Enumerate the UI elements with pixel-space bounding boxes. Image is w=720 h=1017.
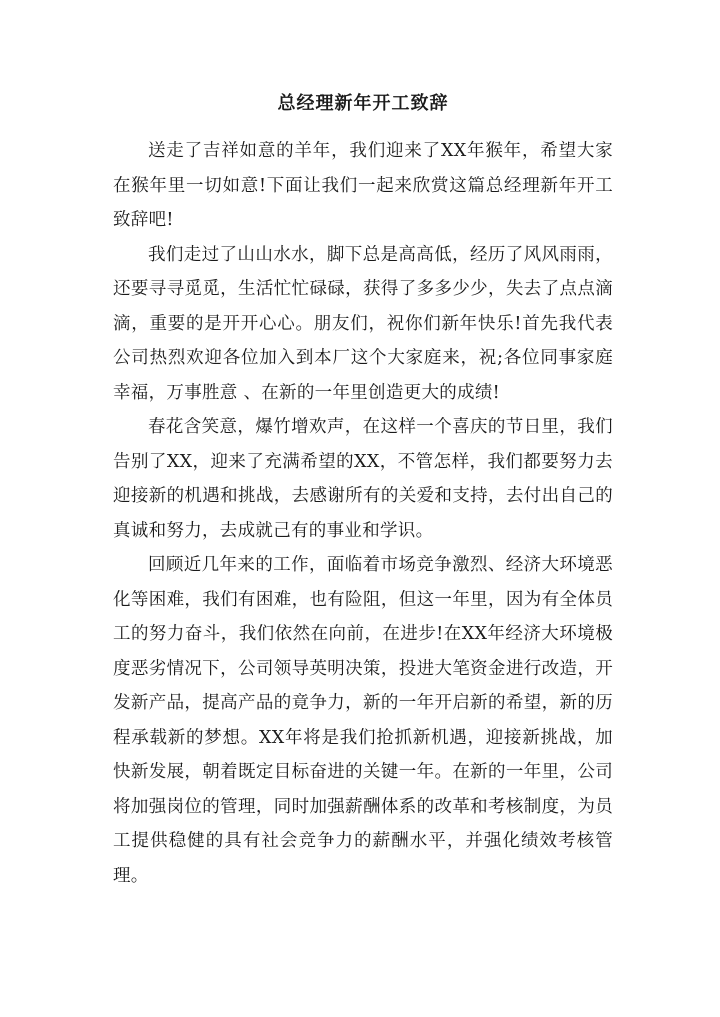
paragraph-intro: 送走了吉祥如意的羊年，我们迎来了XX年猴年，希望大家在猴年里一切如意!下面让我们一起来欣赏这篇总经理新年开工致辞吧! xyxy=(113,141,613,230)
document-title: 总经理新年开工致辞 xyxy=(277,93,449,114)
document-page xyxy=(113,92,613,893)
paragraph-festival: 春花含笑意，爆竹增欢声，在这样一个喜庆的节日里，我们告别了XX，迎来了充满希望的XX，不管怎样，我们都要努力去迎接新的机遇和挑战，去感谢所有的关爱和支持，去付出自己的真诚和努力，去成就己有的事业和学识。 xyxy=(113,417,613,541)
paragraph-greeting: 我们走过了山山水水，脚下总是高高低，经历了风风雨雨，还要寻寻觅觅，生活忙忙碌碌，获得了多多少少，失去了点点滴滴，重要的是开开心心。朋友们，祝你们新年快乐!首先我代表公司热烈欢迎各位加入到本厂这个大家庭来，祝;各位同事家庭幸福，万事胜意 、在新的一年里创造更大的成绩! xyxy=(113,244,613,403)
paragraph-review: 回顾近几年来的工作，面临着市场竞争激烈、经济大环境恶化等困难，我们有困难，也有险阻，但这一年里，因为有全体员工的努力奋斗，我们依然在向前，在进步!在XX年经济大环境极度恶劣情况下，公司领导英明决策，投进大笔资金进行改造，开发新产品，提高产品的竟争力，新的一年开启新的希望，新的历程承载新的梦想。XX年将是我们抢抓新机遇，迎接新挑战，加快新发展，朝着既定目标奋进的关键一年。在新的一年里，公司将加强岗位的管理，同时加强薪酬体系的改革和考核制度，为员工提供稳健的具有社会竞争力的薪酬水平，并强化绩效考核管理。 xyxy=(113,555,613,886)
